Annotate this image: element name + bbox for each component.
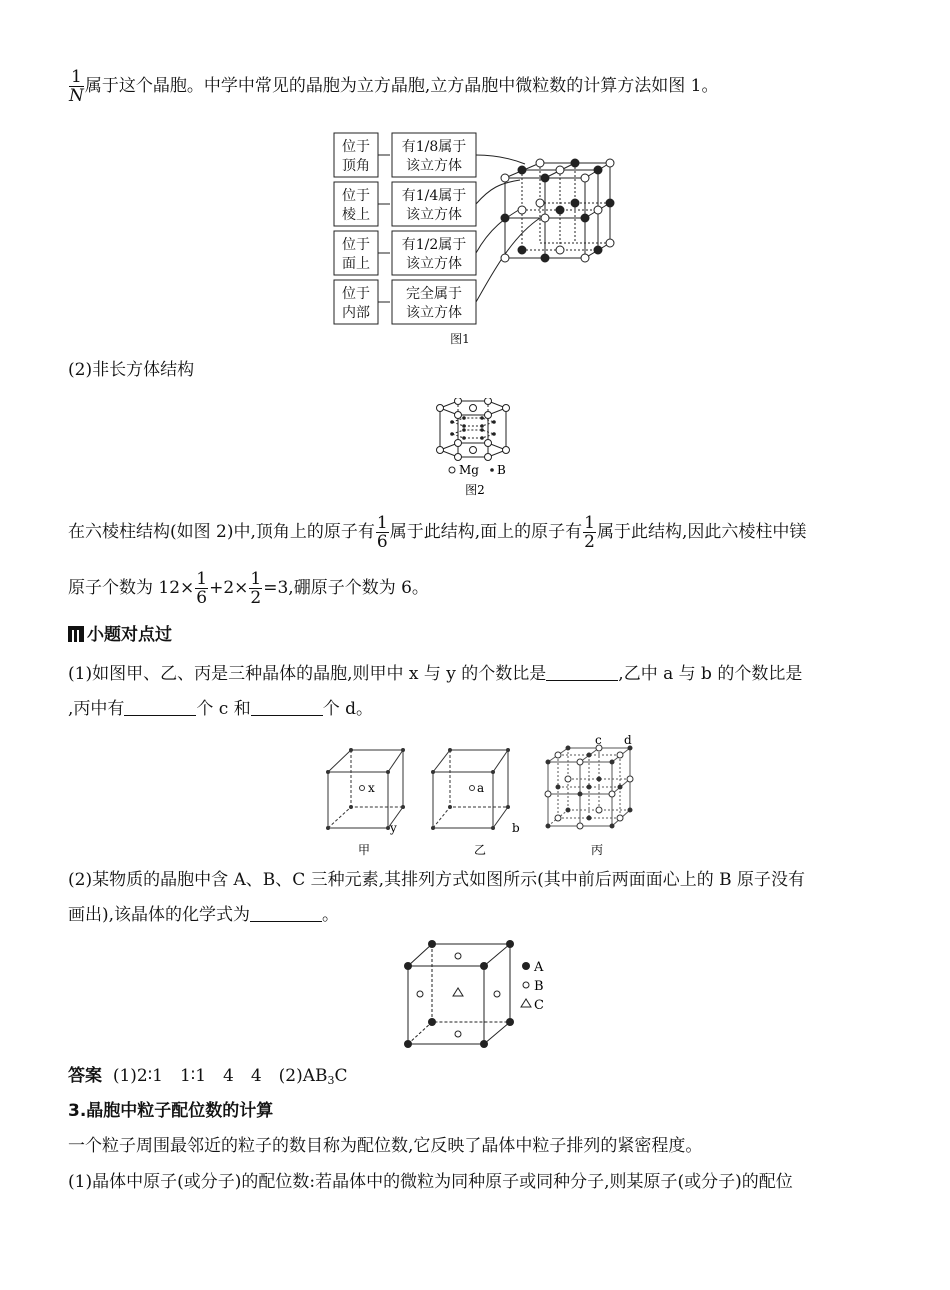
figure-2: [430, 398, 520, 500]
fig4-legend-c: C: [534, 998, 544, 1013]
q1-blank-xy: [546, 662, 618, 681]
intro-text: 属于这个晶胞。中学中常见的晶胞为立方晶胞,立方晶胞中微粒数的计算方法如图 1。: [84, 76, 719, 96]
q1-blank-c: [124, 697, 196, 716]
figure-3: [318, 732, 648, 860]
fig2-caption: 图2: [465, 483, 485, 497]
fig3-label-a: a: [477, 781, 485, 795]
figure-2-diagram: [430, 398, 520, 500]
fig4-legend-b: B: [534, 979, 544, 994]
fraction-1-6-a: $\frac{1}{6}$: [376, 513, 388, 552]
q1-blank-d: [251, 697, 323, 716]
fig3-cap-yi: 乙: [473, 843, 487, 857]
fig1-right-1-a: 有1/4属于: [401, 188, 467, 204]
figure-3-diagram: [318, 732, 648, 860]
fig3-cap-jia: 甲: [357, 843, 371, 857]
fig1-left-3-b: 内部: [342, 305, 370, 321]
answer-line: 答案 (1)2∶1 1∶1 4 4 $(2)AB_3C$: [68, 1066, 348, 1087]
section-2-title: (2)非长方体结构: [68, 360, 195, 380]
fraction-1-over-n: $\frac{1}{N}$: [69, 67, 84, 106]
fig1-right-1-b: 该立方体: [406, 207, 462, 223]
fig1-left-0-a: 位于: [342, 139, 370, 155]
fig1-right-0-a: 有1/8属于: [401, 139, 467, 155]
fig1-left-0-b: 顶角: [342, 158, 370, 174]
figure-1-diagram: [330, 128, 630, 348]
fig3-label-y: y: [390, 821, 397, 835]
practice-bar-icon: [68, 625, 84, 641]
paragraph-4: (1)晶体中原子(或分子)的配位数:若晶体中的微粒为同种原子或同种分子,则某原子(或分子)的配位: [68, 1172, 793, 1192]
section-3-title: 3.晶胞中粒子配位数的计算: [68, 1101, 274, 1121]
answer-label: 答案: [68, 1066, 102, 1086]
figure-4: [400, 936, 560, 1054]
fig1-left-2-b: 面上: [342, 256, 370, 272]
fig1-left-3-a: 位于: [342, 286, 370, 302]
fig4-legend-a: A: [534, 960, 544, 975]
fig1-right-0-b: 该立方体: [406, 158, 462, 174]
fig1-right-3-b: 该立方体: [406, 305, 462, 321]
fraction-1-2-a: $\frac{1}{2}$: [584, 513, 595, 552]
hex-paragraph-line2: 原子个数为 12× $\frac{1}{6}$ +2× $\frac{1}{2}$ =3,硼原子个数为 6。: [68, 569, 429, 608]
figure-4-diagram: [400, 936, 560, 1054]
hex-paragraph-line1: 在六棱柱结构(如图 2)中,顶角上的原子有 $\frac{1}{6}$ 属于此结构,面上的原子有 $\frac{1}{2}$ 属于此结构,因此六棱柱中镁: [68, 513, 807, 552]
fig3-label-d: d: [624, 733, 632, 747]
figure-1: [330, 128, 630, 348]
fig1-right-3-a: 完全属于: [406, 286, 462, 302]
fig3-label-c: c: [595, 733, 602, 747]
fig1-right-2-b: 该立方体: [406, 256, 462, 272]
fig1-right-2-a: 有1/2属于: [401, 237, 467, 253]
fig1-left-1-b: 棱上: [342, 207, 370, 223]
q2-line1: (2)某物质的晶胞中含 A、B、C 三种元素,其排列方式如图所示(其中前后两面面心上的 B 原子没有: [68, 870, 805, 890]
fig3-label-x: x: [368, 781, 375, 795]
q2-blank: [250, 903, 322, 922]
practice-title: 小题对点过: [87, 625, 172, 645]
fig2-legend-b: B: [497, 463, 506, 477]
intro-line: [68, 68, 719, 105]
fig1-caption: 图1: [450, 332, 470, 346]
q1-line2: ,丙中有 个 c 和 个 d。: [68, 699, 374, 719]
practice-heading: [68, 623, 172, 647]
fraction-1-6-b: $\frac{1}{6}$: [196, 569, 208, 608]
fig1-left-2-a: 位于: [342, 237, 370, 253]
q1-line1: (1)如图甲、乙、丙是三种晶体的晶胞,则甲中 x 与 y 的个数比是 ,乙中 a 与 b 的个数比是: [68, 664, 803, 684]
fig2-legend-mg: Mg: [459, 463, 479, 477]
q2-line2: 画出),该晶体的化学式为 。: [68, 905, 340, 925]
fraction-1-2-b: $\frac{1}{2}$: [250, 569, 262, 608]
fig3-cap-bing: 丙: [590, 843, 604, 857]
fig1-left-1-a: 位于: [342, 188, 370, 204]
paragraph-3: 一个粒子周围最邻近的粒子的数目称为配位数,它反映了晶体中粒子排列的紧密程度。: [68, 1136, 703, 1156]
answer-text: (1)2∶1 1∶1 4 4 (2)AB: [112, 1066, 328, 1086]
fig3-label-b: b: [512, 821, 520, 835]
